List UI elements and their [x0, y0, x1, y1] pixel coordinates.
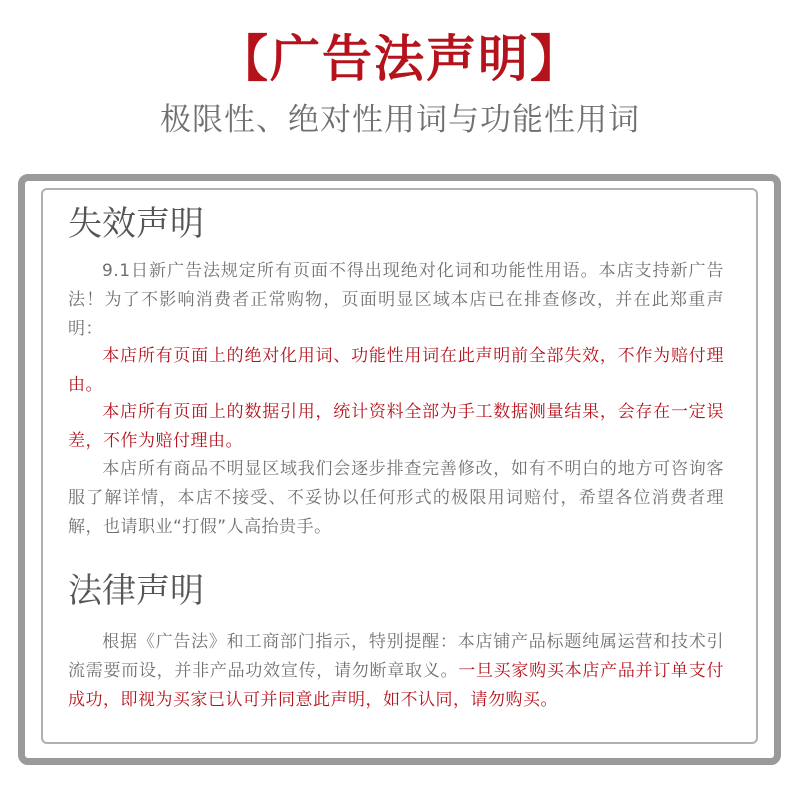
invalidation-paragraph-1	[68, 257, 724, 344]
invalidation-paragraph-3-text: 本店所有页面上的数据引用，统计资料全部为手工数据测量结果，会存在一定误差，不作为赔付理由。	[68, 402, 724, 451]
invalidation-paragraph-2	[68, 342, 724, 400]
invalidation-paragraph-4	[68, 455, 724, 542]
invalidation-heading: 失效声明	[68, 204, 204, 244]
legal-paragraph	[68, 628, 724, 715]
legal-heading: 法律声明	[68, 571, 204, 611]
page-subtitle: 极限性、绝对性用词与功能性用词	[160, 102, 640, 138]
invalidation-paragraph-4-text: 本店所有商品不明显区域我们会逐步排查完善修改，如有不明白的地方可咨询客服了解详情，本店不接受、不妥协以任何形式的极限用词赔付，希望各位消费者理解，也请职业“打假”人高抬贵手。	[68, 459, 724, 537]
page-title: 【广告法声明】	[218, 30, 582, 88]
invalidation-paragraph-3	[68, 398, 724, 456]
invalidation-paragraph-2-text: 本店所有页面上的绝对化用词、功能性用词在此声明前全部失效，不作为赔付理由。	[68, 346, 724, 395]
legal-paragraph-text: 根据《广告法》和工商部门指示，特别提醒：本店铺产品标题纯属运营和技术引流需要而设，并非产品功效宣传，请勿断章取义。	[68, 632, 724, 681]
legal-paragraph-warning: 一旦买家购买本店产品并订单支付成功，即视为买家已认可并同意此声明，如不认同，请勿购买。	[68, 661, 725, 710]
invalidation-paragraph-1-text: 9.1日新广告法规定所有页面不得出现绝对化词和功能性用语。本店支持新广告法！为了不影响消费者正常购物，页面明显区域本店已在排查修改，并在此郑重声明：	[68, 261, 724, 339]
